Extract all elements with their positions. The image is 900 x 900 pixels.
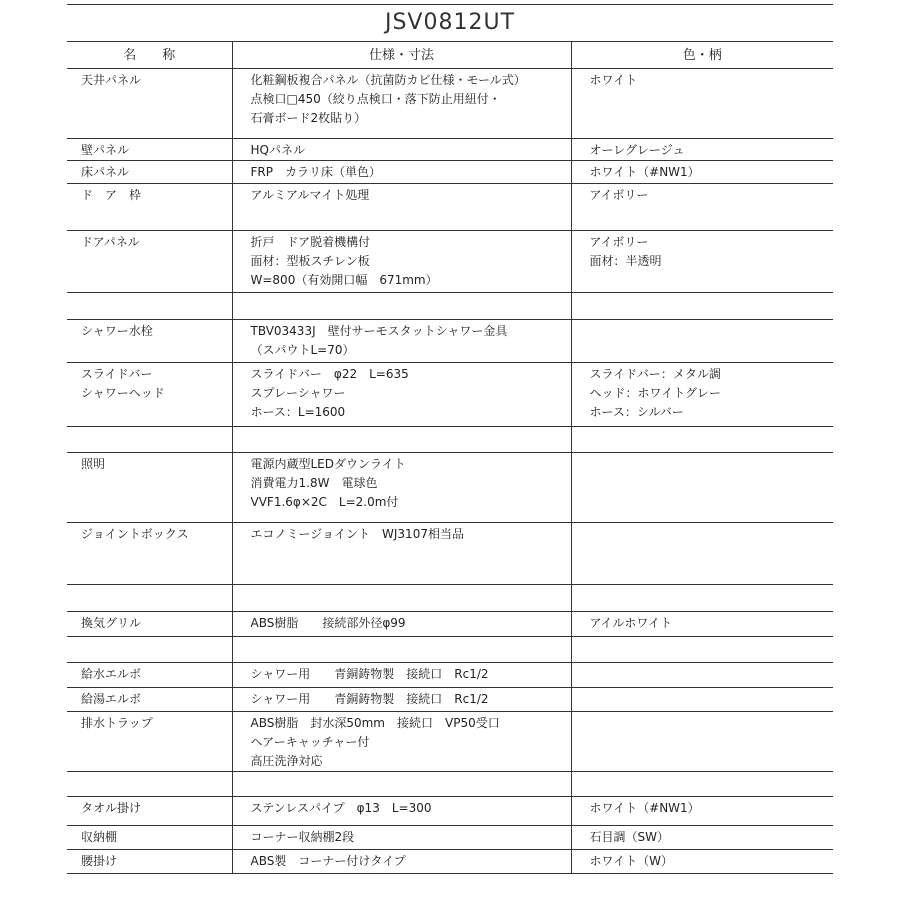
cell-color <box>571 585 833 612</box>
cell-spec <box>232 320 571 363</box>
title-row <box>67 4 833 42</box>
table-row <box>67 523 833 585</box>
cell-text: （スパウトL=70） <box>250 343 355 357</box>
cell-name <box>67 293 232 320</box>
table-row <box>67 161 833 184</box>
cell-color <box>571 427 833 453</box>
cell-color <box>571 69 833 139</box>
header-color: 色・柄 <box>571 42 833 69</box>
cell-name <box>67 850 232 874</box>
cell-name <box>67 585 232 612</box>
cell-name <box>67 320 232 363</box>
cell-text: アルミアルマイト処理 <box>250 188 370 202</box>
cell-text: 電源内蔵型LEDダウンライト <box>250 457 406 471</box>
cell-color <box>571 688 833 712</box>
cell-text: 給湯エルボ <box>81 692 142 706</box>
cell-color <box>571 797 833 826</box>
cell-spec <box>232 293 571 320</box>
cell-text: アイボリー <box>589 235 649 249</box>
cell-name <box>67 688 232 712</box>
cell-spec <box>232 585 571 612</box>
cell-spec <box>232 772 571 797</box>
table-row <box>67 712 833 772</box>
cell-color <box>571 612 833 637</box>
cell-spec <box>232 612 571 637</box>
cell-text: スライドバー <box>81 367 153 381</box>
cell-text: 照明 <box>81 457 106 471</box>
cell-color <box>571 231 833 293</box>
cell-text: シャワー用 青銅鋳物製 接続口 Rc1/2 <box>250 667 489 681</box>
cell-text: 消費電力1.8W 電球色 <box>250 476 378 490</box>
cell-text: 面材：半透明 <box>589 254 662 268</box>
table-row <box>67 231 833 293</box>
cell-text: ABS製 コーナー付けタイプ <box>250 854 406 868</box>
cell-color <box>571 139 833 161</box>
cell-name <box>67 523 232 585</box>
cell-text: ド ア 枠 <box>81 188 142 202</box>
cell-text: 点検口□450（絞り点検口・落下防止用紐付・ <box>250 92 501 106</box>
cell-name <box>67 69 232 139</box>
cell-spec <box>232 69 571 139</box>
cell-text: ヘアーキャッチャー付 <box>250 735 370 749</box>
cell-text: タオル掛け <box>81 801 142 815</box>
table-row <box>67 850 833 874</box>
cell-spec <box>232 231 571 293</box>
cell-text: シャワー用 青銅鋳物製 接続口 Rc1/2 <box>250 692 489 706</box>
table-row <box>67 797 833 826</box>
cell-text: ホース：L=1600 <box>250 405 346 419</box>
table-row <box>67 637 833 663</box>
cell-text: 化粧鋼板複合パネル（抗菌防カビ仕様・モール式） <box>250 73 526 87</box>
spec-table <box>67 41 833 874</box>
cell-text: ステンレスパイプ φ13 L=300 <box>250 801 432 815</box>
cell-name <box>67 231 232 293</box>
cell-name <box>67 797 232 826</box>
cell-name <box>67 363 232 427</box>
spec-sheet <box>67 4 833 900</box>
cell-spec <box>232 523 571 585</box>
table-row <box>67 363 833 427</box>
cell-text: ホース：シルバー <box>589 405 684 419</box>
cell-text: TBV03433J 壁付サーモスタットシャワー金具 <box>250 324 508 338</box>
cell-text: オーレグレージュ <box>589 143 685 157</box>
cell-text: 給水エルボ <box>81 667 142 681</box>
cell-text: 石膏ボード2枚貼り） <box>250 111 367 125</box>
document-title: JSV0812UT <box>384 10 516 35</box>
cell-text: 排水トラップ <box>81 716 153 730</box>
cell-text: 折戸 ドア脱着機構付 <box>250 235 371 249</box>
cell-text: ホワイト（#NW1） <box>589 801 700 815</box>
cell-text: 壁パネル <box>81 143 130 157</box>
cell-color <box>571 523 833 585</box>
cell-name <box>67 161 232 184</box>
cell-spec <box>232 427 571 453</box>
cell-text: 高圧洗浄対応 <box>250 754 323 768</box>
table-row <box>67 663 833 688</box>
cell-color <box>571 453 833 523</box>
table-row <box>67 139 833 161</box>
header-name: 名 称 <box>67 42 232 69</box>
table-row <box>67 772 833 797</box>
header-spec: 仕様・寸法 <box>232 42 571 69</box>
cell-name <box>67 772 232 797</box>
cell-spec <box>232 453 571 523</box>
cell-text: ジョイントボックス <box>81 527 189 541</box>
cell-text: W=800（有効開口幅 671mm） <box>250 273 438 287</box>
cell-spec <box>232 688 571 712</box>
cell-text: HQパネル <box>250 143 305 157</box>
cell-color <box>571 184 833 231</box>
cell-color <box>571 320 833 363</box>
cell-text: ABS樹脂 封水深50mm 接続口 VP50受口 <box>250 716 500 730</box>
cell-name <box>67 453 232 523</box>
cell-text: ヘッド：ホワイトグレー <box>589 386 721 400</box>
cell-spec <box>232 663 571 688</box>
cell-text: エコノミージョイント WJ3107相当品 <box>250 527 464 541</box>
cell-spec <box>232 161 571 184</box>
cell-spec <box>232 637 571 663</box>
cell-text: コーナー収納棚2段 <box>250 830 355 844</box>
cell-text: アイボリー <box>589 188 649 202</box>
cell-text: 換気グリル <box>81 616 142 630</box>
cell-text: VVF1.6φ×2C L=2.0m付 <box>250 495 399 509</box>
cell-text: スライドバー φ22 L=635 <box>250 367 409 381</box>
cell-spec <box>232 184 571 231</box>
cell-text: 面材：型板スチレン板 <box>250 254 370 268</box>
cell-spec <box>232 363 571 427</box>
table-row <box>67 453 833 523</box>
table-row <box>67 826 833 850</box>
cell-spec <box>232 797 571 826</box>
cell-color <box>571 826 833 850</box>
cell-color <box>571 363 833 427</box>
table-row <box>67 184 833 231</box>
cell-name <box>67 826 232 850</box>
cell-color <box>571 637 833 663</box>
cell-color <box>571 293 833 320</box>
cell-name <box>67 712 232 772</box>
cell-spec <box>232 712 571 772</box>
cell-name <box>67 184 232 231</box>
cell-spec <box>232 139 571 161</box>
cell-name <box>67 637 232 663</box>
cell-text: スプレーシャワー <box>250 386 346 400</box>
table-row <box>67 585 833 612</box>
cell-text: ホワイト（#NW1） <box>589 165 700 179</box>
cell-text: シャワー水栓 <box>81 324 153 338</box>
cell-text: 石目調（SW） <box>589 830 669 844</box>
cell-text: ホワイト（W） <box>589 854 674 868</box>
cell-text: FRP カラリ床（単色） <box>250 165 381 179</box>
cell-text: 腰掛け <box>81 854 118 868</box>
cell-color <box>571 663 833 688</box>
cell-name <box>67 139 232 161</box>
cell-text: スライドバー：メタル調 <box>589 367 721 381</box>
cell-name <box>67 612 232 637</box>
table-row <box>67 293 833 320</box>
cell-text: ホワイト <box>589 73 638 87</box>
cell-spec <box>232 850 571 874</box>
table-row <box>67 688 833 712</box>
cell-text: アイルホワイト <box>589 616 673 630</box>
table-row <box>67 427 833 453</box>
cell-text: 床パネル <box>81 165 130 179</box>
cell-color <box>571 161 833 184</box>
header-row <box>67 42 833 69</box>
cell-name <box>67 663 232 688</box>
cell-color <box>571 850 833 874</box>
cell-text: 天井パネル <box>81 73 142 87</box>
cell-text: ABS樹脂 接続部外径φ99 <box>250 616 406 630</box>
cell-color <box>571 712 833 772</box>
table-row <box>67 612 833 637</box>
cell-text: 収納棚 <box>81 830 118 844</box>
table-row <box>67 69 833 139</box>
cell-color <box>571 772 833 797</box>
cell-spec <box>232 826 571 850</box>
cell-name <box>67 427 232 453</box>
cell-text: ドアパネル <box>81 235 140 249</box>
cell-text: シャワーヘッド <box>81 386 165 400</box>
table-row <box>67 320 833 363</box>
